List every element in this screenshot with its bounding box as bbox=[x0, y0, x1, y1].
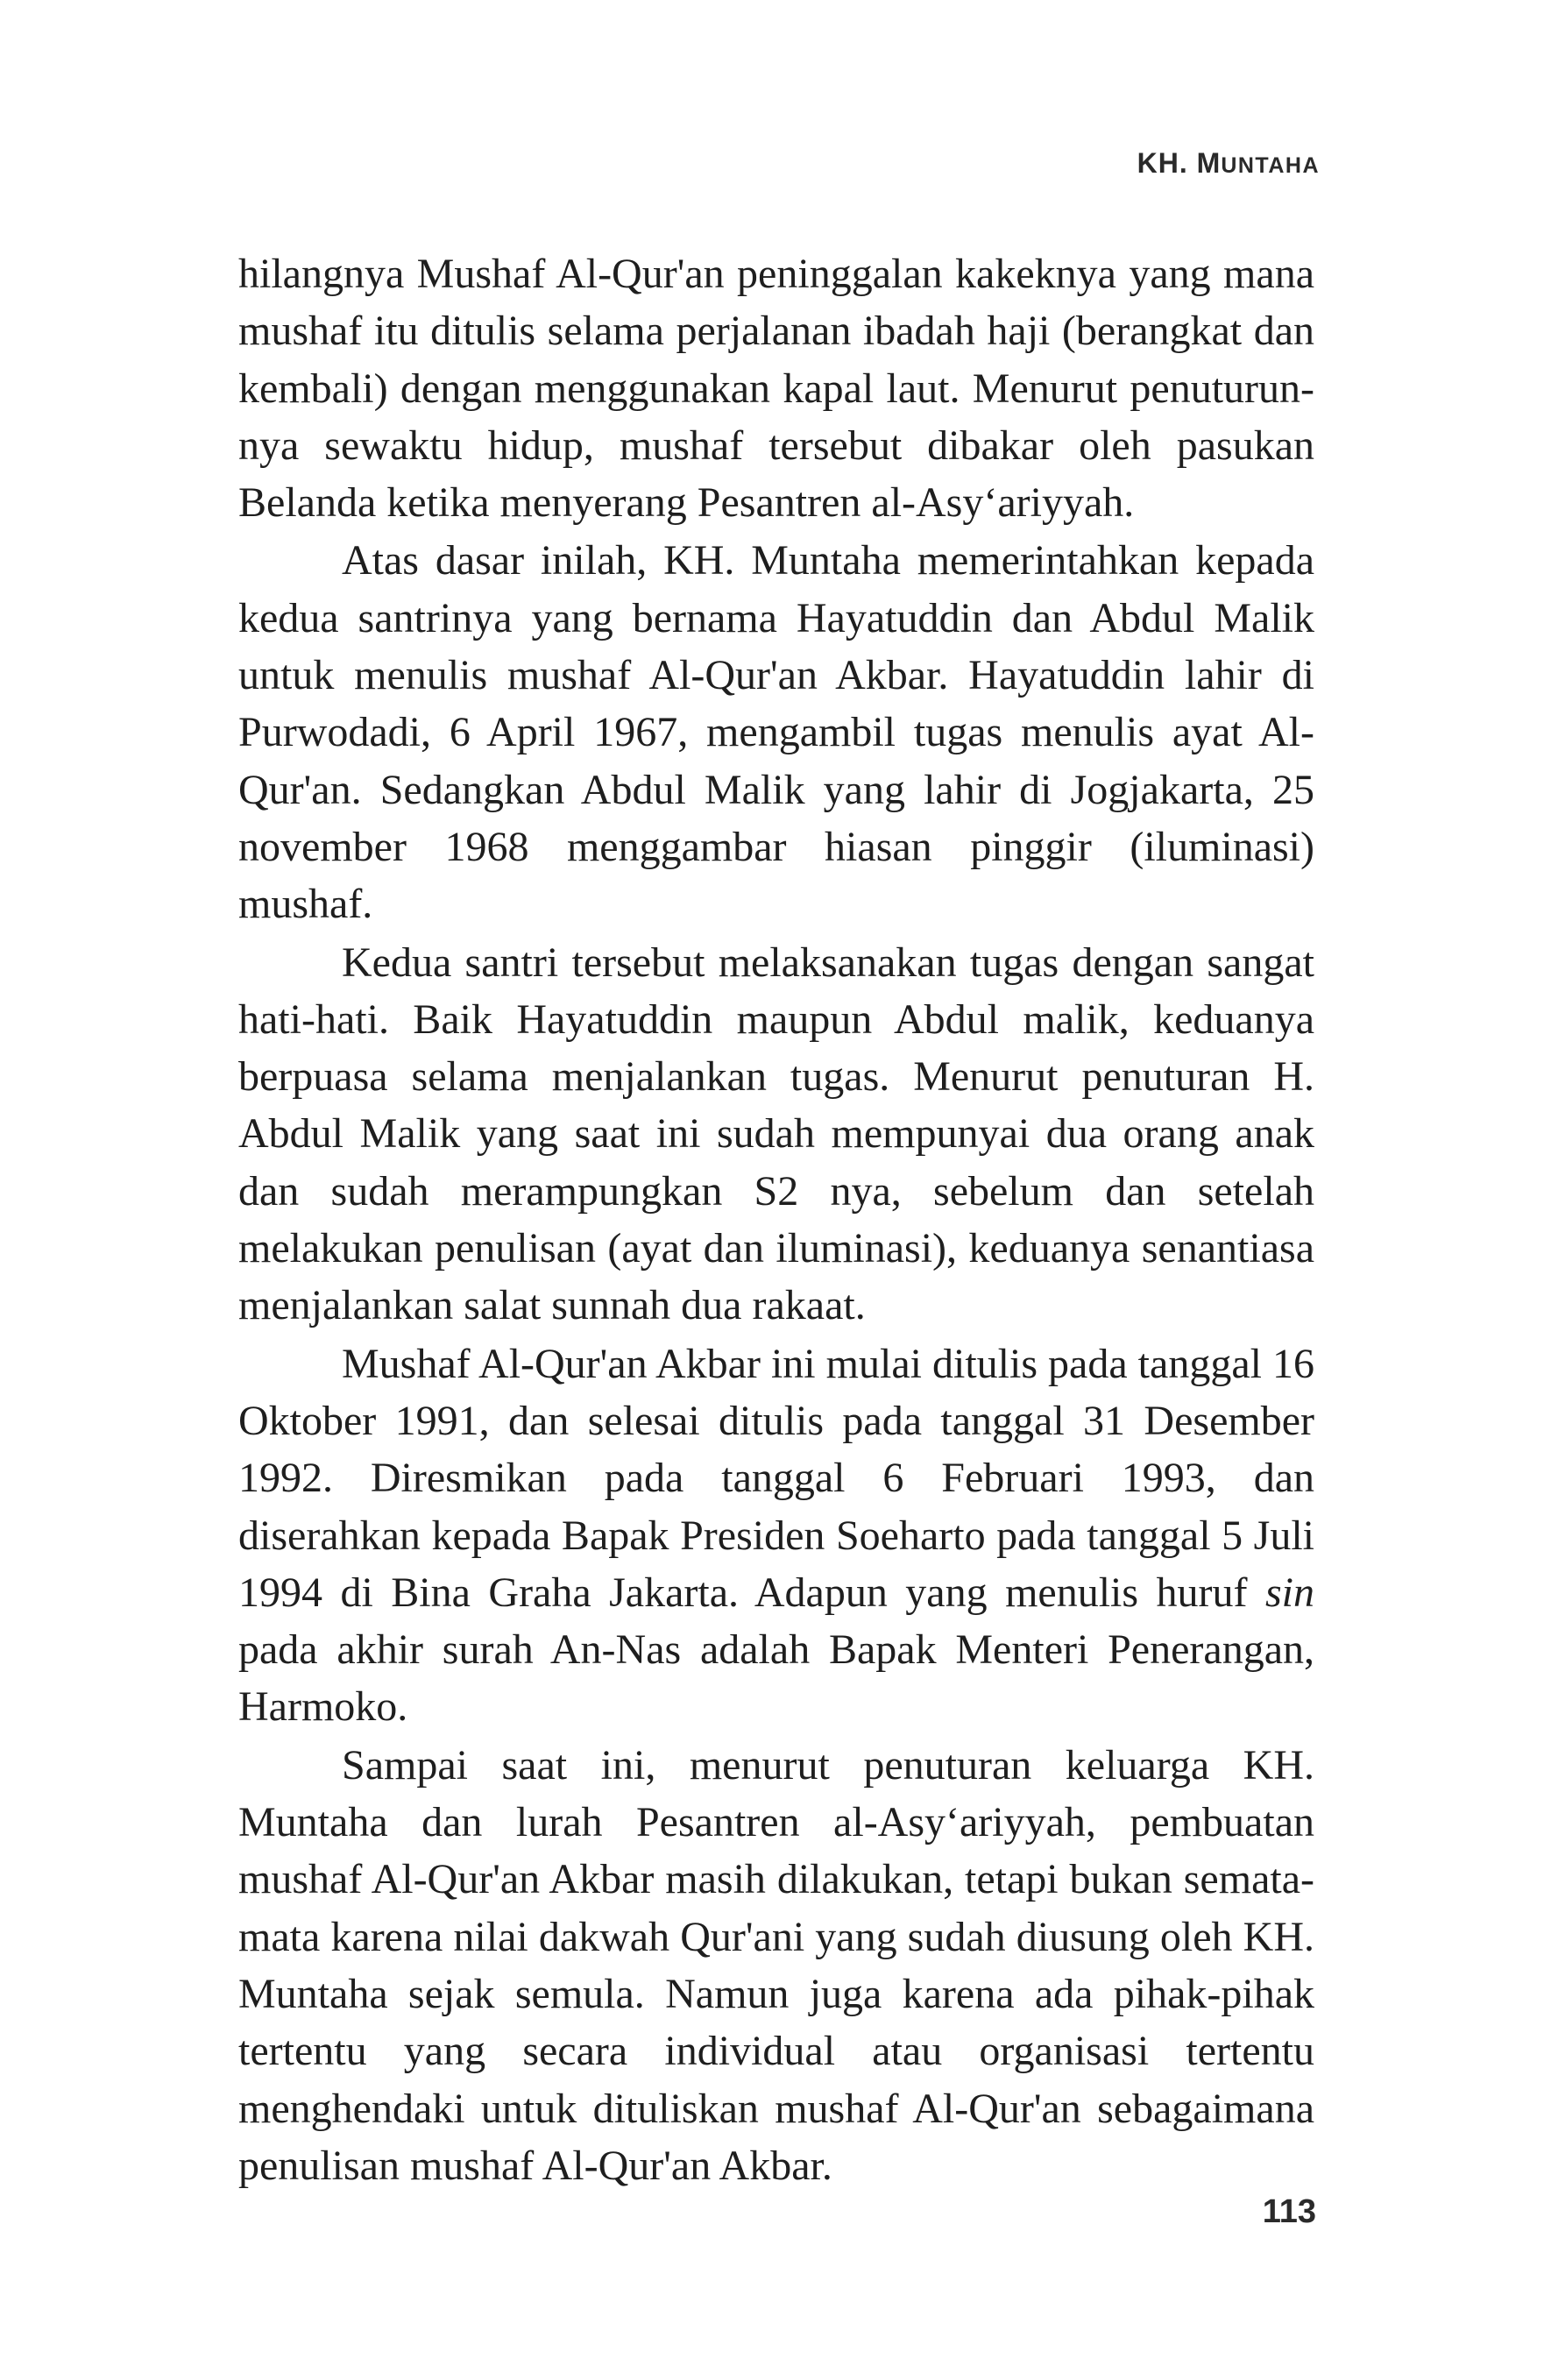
paragraph-2: Atas dasar inilah, KH. Muntaha memerintahkan kepada kedua santrinya yang bernama Hayatuddin dan Abdul Malik untuk menulis mushaf Al-Qur'an Akbar. Hayatuddin lahir di Purwodadi, 6 April 1967, mengambil tugas menulis ayat Al-Qur'an. Sedangkan Abdul Malik yang lahir di Jogjakarta, 25 november 1968 menggambar hiasan pinggir (iluminasi) mushaf. bbox=[238, 537, 1314, 928]
running-header-rest: UNTAHA bbox=[1221, 153, 1320, 178]
paragraph-4 bbox=[238, 1335, 1314, 1736]
paragraph-4-part-1: Mushaf Al-Qur'an Akbar ini mulai ditulis pada tanggal 16 Oktober 1991, dan selesai ditulis pada tanggal 31 Desember 1992. Diresmikan pada tanggal 6 Februari 1993, dan diserahkan kepada Bapak Presiden Soeharto pada tanggal 5 Juli 1994 di Bina Graha Jakarta. Adapun yang menulis huruf bbox=[238, 1340, 1314, 1616]
page-number: 113 bbox=[1262, 2193, 1316, 2230]
paragraph-4-part-2: pada akhir surah An-Nas adalah Bapak Menteri Penerangan, Harmoko. bbox=[238, 1626, 1314, 1731]
body-text bbox=[238, 245, 1314, 2194]
paragraph-1: hilangnya Mushaf Al-Qur'an peninggalan kakeknya yang mana mushaf itu ditulis selama perjalanan ibadah haji (berangkat dan kembali) dengan menggunakan kapal laut. Menurut penuturunnya sewaktu hidup, mushaf tersebut dibakar oleh pasukan Belanda ketika menyerang Pesantren al-Asy‘ariyyah. bbox=[238, 251, 1314, 527]
paragraph-5: Sampai saat ini, menurut penuturan keluarga KH. Muntaha dan lurah Pesantren al-Asy‘ariyyah, pembuatan mushaf Al-Qur'an Akbar masih dilakukan, tetapi bukan semata-mata karena nilai dakwah Qur'ani yang sudah diusung oleh KH. Muntaha sejak semula. Namun juga karena ada pihak-pihak tertentu yang secara individual atau organisasi tertentu menghendaki untuk dituliskan mushaf Al-Qur'an sebagaimana penulisan mushaf Al-Qur'an Akbar. bbox=[238, 1741, 1314, 2189]
paragraph-4-italic-term: sin bbox=[1264, 1569, 1314, 1616]
running-header bbox=[1137, 147, 1320, 180]
running-header-initials: KH. M bbox=[1137, 147, 1222, 179]
paragraph-3: Kedua santri tersebut melaksanakan tugas dengan sangat hati-hati. Baik Hayatuddin maupun Abdul malik, keduanya berpuasa selama menjalankan tugas. Menurut penuturan H. Abdul Malik yang saat ini sudah mempunyai dua orang anak dan sudah merampungkan S2 nya, sebelum dan setelah melakukan penulisan (ayat dan iluminasi), keduanya senantiasa menjalankan salat sunnah dua rakaat. bbox=[238, 939, 1314, 1329]
